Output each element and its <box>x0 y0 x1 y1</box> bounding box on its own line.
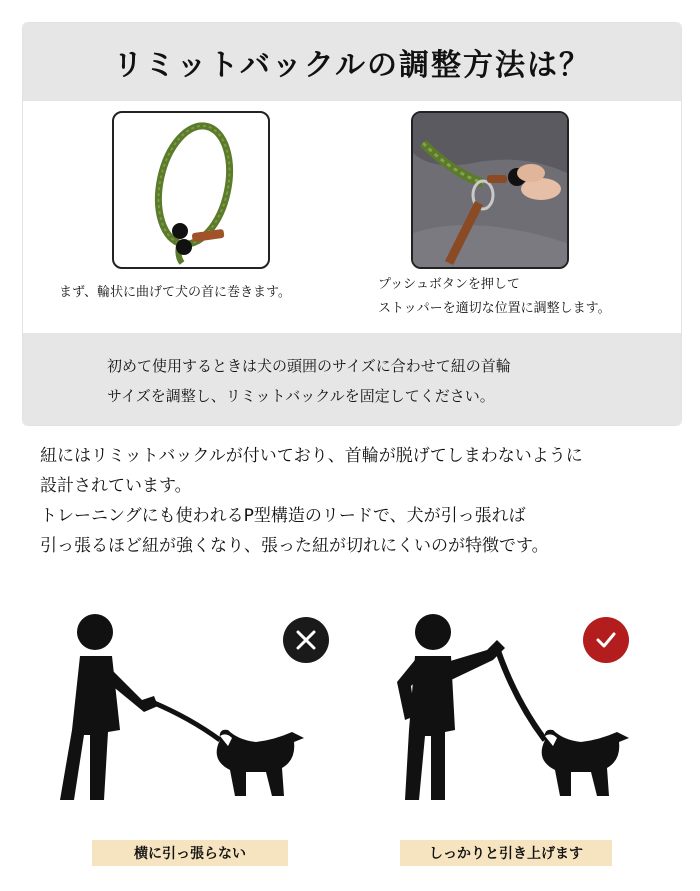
note-line-1: 初めて使用するときは犬の頭囲のサイズに合わせて紐の首輪 <box>107 357 511 375</box>
right-usage-label: しっかりと引き上げます <box>400 840 612 866</box>
wrong-usage-label: 横に引っ張らない <box>92 840 288 866</box>
card-note <box>23 333 681 425</box>
description-line-3: トレーニングにも使われるP型構造のリードで、犬が引っ張れば <box>40 506 526 526</box>
caption-step-2 <box>378 273 611 321</box>
card-title: リミットバックルの調整方法は？ <box>113 48 591 83</box>
check-icon <box>583 617 629 663</box>
note-text <box>107 351 511 411</box>
cross-icon <box>283 617 329 663</box>
leash-on-dog-photo <box>411 111 569 269</box>
description-line-1: 紐にはリミットバックルが付いており、首輪が脱げてしまわないように <box>40 446 583 466</box>
leash-loop-photo <box>112 111 270 269</box>
description <box>40 441 583 561</box>
card-header <box>23 23 681 101</box>
description-line-2: 設計されています。 <box>40 476 192 496</box>
adjustment-card <box>22 22 682 426</box>
caption-step-1: まず、輪状に曲げて犬の首に巻きます。 <box>59 285 291 300</box>
person-dog-side-pull-icon <box>60 600 310 814</box>
description-line-4: 引っ張るほど紐が強くなり、張った紐が切れにくいのが特徴です。 <box>40 536 549 556</box>
note-line-2: サイズを調整し、リミットバックルを固定してください。 <box>107 387 495 405</box>
caption-step-2-line-2: ストッパーを適切な位置に調整します。 <box>378 301 611 316</box>
caption-step-2-line-1: プッシュボタンを押して <box>378 277 520 292</box>
